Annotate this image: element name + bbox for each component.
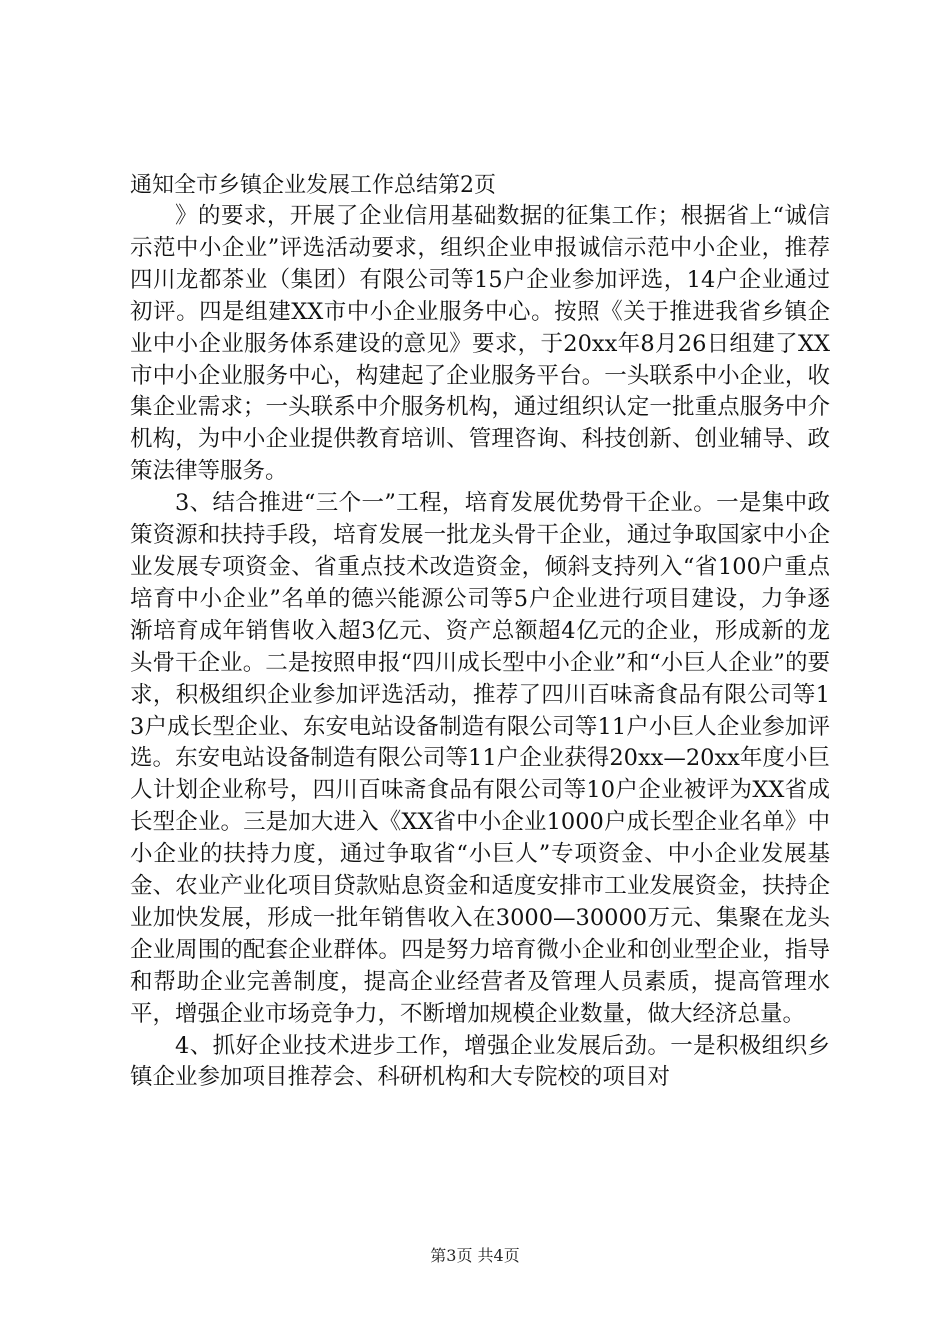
page-footer: 第3页 共4页 [430, 1246, 520, 1265]
paragraph-technical-progress: 4、抓好企业技术进步工作，增强企业发展后劲。一是积极组织乡镇企业参加项目推荐会、科研机构和大专院校的项目对 [130, 1032, 830, 1091]
paragraph-backbone-enterprises: 3、结合推进“三个一”工程，培育发展优势骨干企业。一是集中政策资源和扶持手段，培育发展一批龙头骨干企业，通过争取国家中小企业发展专项资金、省重点技术改造资金，倾斜支持列入“省100户重点培育中小企业”名单的德兴能源公司等5户企业进行项目建设，力争逐渐培育成年销售收入超3亿元、资产总额超4亿元的企业，形成新的龙头骨干企业。二是按照申报“四川成长型中小企业”和“小巨人企业”的要求，积极组织企业参加评选活动，推荐了四川百味斋食品有限公司等13户成长型企业、东安电站设备制造有限公司等11户小巨人企业参加评选。东安电站设备制造有限公司等11户企业获得20xx—20xx年度小巨人计划企业称号，四川百味斋食品有限公司等10户企业被评为XX省成长型企业。三是加大进入《XX省中小企业1000户成长型企业名单》中小企业的扶持力度，通过争取省“小巨人”专项资金、中小企业发展基金、农业产业化项目贷款贴息资金和适度安排市工业发展资金，扶持企业加快发展，形成一批年销售收入在3000—30000万元、集聚在龙头企业周围的配套企业群体。四是努力培育微小企业和创业型企业，指导和帮助企业完善制度，提高企业经营者及管理人员素质，提高管理水平，增强企业市场竞争力，不断增加规模企业数量，做大经济总量。 [130, 490, 830, 1027]
document-title: 通知全市乡镇企业发展工作总结第2页 [130, 173, 496, 198]
paragraph-service-center: 》的要求，开展了企业信用基础数据的征集工作；根据省上“诚信示范中小企业”评选活动要求，组织企业申报诚信示范中小企业，推荐四川龙都茶业（集团）有限公司等15户企业参加评选，14户企业通过初评。四是组建XX市中小企业服务中心。按照《关于推进我省乡镇企业中小企业服务体系建设的意见》要求，于20xx年8月26日组建了XX市中小企业服务中心，构建起了企业服务平台。一头联系中小企业，收集企业需求；一头联系中介服务机构，通过组织认定一批重点服务中介机构，为中小企业提供教育培训、管理咨询、科技创新、创业辅导、政策法律等服务。 [130, 203, 830, 485]
document-body [130, 170, 830, 1094]
